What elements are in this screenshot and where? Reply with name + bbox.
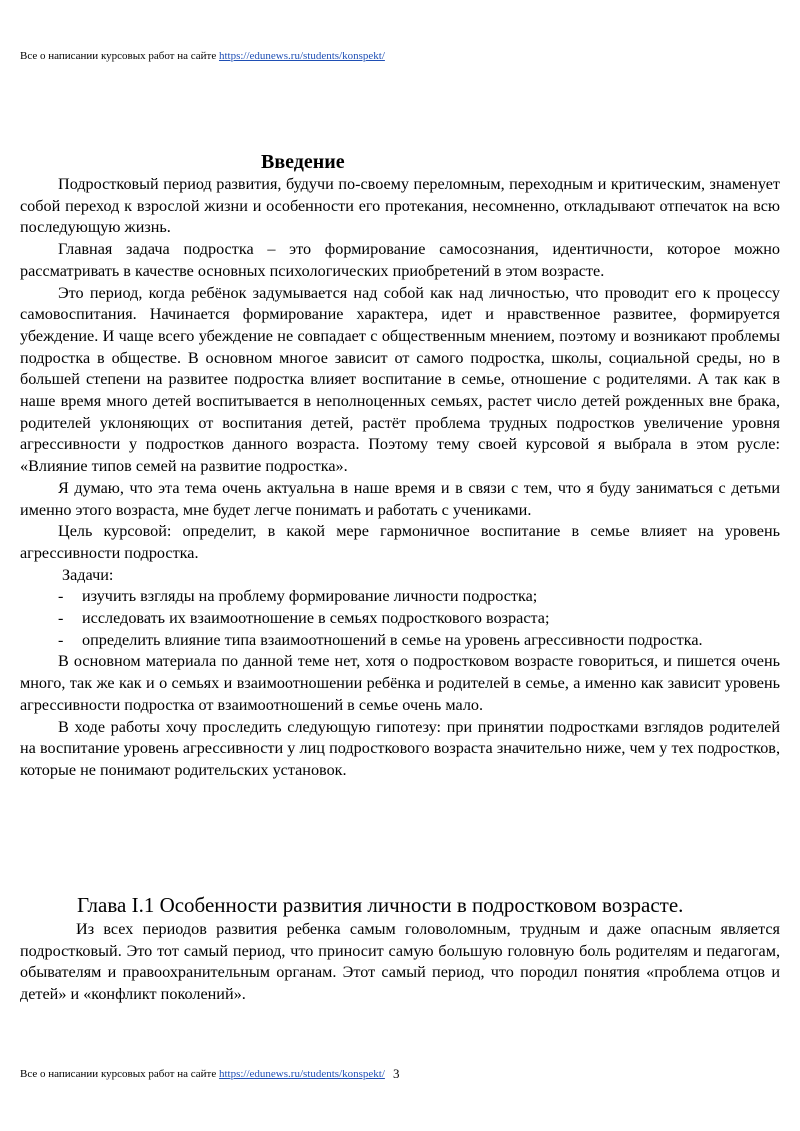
page-number: 3 — [393, 1066, 400, 1081]
list-dash: - — [58, 609, 64, 628]
paragraph: Это период, когда ребёнок задумывается над собой как над личностью, что проводит его к процессу самовоспитания. Начинается формирование характера, идет и нравственное развитее, формируется убеждение. И чаще всего убеждение не совпадает с общественным мнением, поэтому и возникают проблемы подростка в обществе. В основном многое зависит от самого подростка, школы, социальной среды, но в большей степени на развитее подростка влияет воспитание в семье, отношение с родителями. А так как в наше время много детей воспитывается в неполноценных семьях, растет число детей рожденных вне брака, родителей уклоняющих от воспитания детей, растёт проблема трудных подростков увеличение уровня агрессивности у подростков данного возраста. Поэтому тему своей курсовой я выбрала в этом русле: «Влияние типов семей на развитие подростка». — [20, 283, 780, 476]
list-item-text: изучить взгляды на проблему формирование личности подростка; — [82, 587, 538, 606]
tasks-list — [20, 586, 780, 651]
list-item — [20, 608, 780, 630]
footer-link[interactable]: https://edunews.ru/students/konspekt/ — [218, 1068, 385, 1080]
tasks-label: Задачи: — [62, 565, 114, 584]
header-text: Все о написании курсовых работ на сайте — [20, 50, 217, 62]
list-dash: - — [58, 630, 64, 649]
chapter-title: Глава I.1 Особенности развития личности в подростковом возрасте. — [77, 893, 684, 917]
paragraph: Подростковый период развития, будучи по-своему переломным, переходным и критическим, знаменует собой переход к взрослой жизни и особенности его протекания, несомненно, откладывают отпечаток на всю последующую жизнь. — [20, 175, 780, 237]
paragraph: Цель курсовой: определит, в какой мере гармоничное воспитание в семье влияет на уровень агрессивности подростка. — [20, 522, 780, 562]
introduction-title: Введение — [261, 151, 345, 173]
paragraph: Я думаю, что эта тема очень актуальна в наше время и в связи с тем, что я буду заниматься с детьми именно этого возраста, мне будет легче понимать и работать с учениками. — [20, 478, 780, 519]
introduction-section — [20, 150, 780, 782]
list-item — [20, 630, 780, 652]
page-footer — [20, 1068, 385, 1081]
page-header — [20, 50, 385, 63]
list-dash: - — [58, 587, 64, 606]
list-item — [20, 586, 780, 608]
paragraph: Главная задача подростка – это формирование самосознания, идентичности, которое можно рассматривать в качестве основных психологических приобретений в этом возрасте. — [20, 240, 780, 280]
chapter-section — [20, 891, 780, 1006]
paragraph: Из всех периодов развития ребенка самым головоломным, трудным и даже опасным является подростковый. Это тот самый период, что приносит самую большую головную боль родителям и педагогам, обывателям и правоохранительным органам. Этот самый период, что породил понятия «проблема отцов и детей» и «конфликт поколений». — [20, 920, 780, 1004]
list-item-text: определить влияние типа взаимоотношений в семье на уровень агрессивности подростка. — [82, 630, 703, 649]
paragraph: В основном материала по данной теме нет, хотя о подростковом возрасте говориться, и пишется очень много, так же как и о семьях и взаимоотношении ребёнка и родителей в семье, а именно как зависит уровень агрессивности подростка от взаимоотношений в семье очень мало. — [20, 652, 780, 714]
paragraph: В ходе работы хочу проследить следующую гипотезу: при принятии подростками взглядов родителей на воспитание уровень агрессивности у лиц подросткового возраста значительно ниже, чем у тех подростков, которые не понимают родительских установок. — [20, 717, 780, 779]
header-link[interactable]: https://edunews.ru/students/konspekt/ — [218, 50, 385, 62]
footer-text: Все о написании курсовых работ на сайте — [20, 1068, 217, 1080]
list-item-text: исследовать их взаимоотношение в семьях подросткового возраста; — [82, 609, 550, 628]
